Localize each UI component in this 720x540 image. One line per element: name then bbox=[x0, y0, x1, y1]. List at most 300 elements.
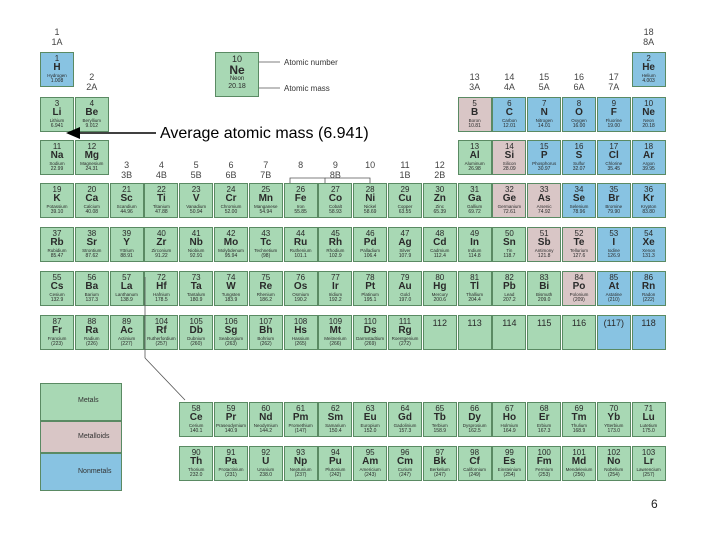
element-cell bbox=[632, 271, 666, 306]
element-symbol: Ho bbox=[502, 412, 517, 423]
atomic-mass: (256) bbox=[573, 472, 585, 478]
atomic-mass: 167.3 bbox=[537, 428, 551, 434]
element-symbol: At bbox=[608, 281, 620, 292]
element-cell bbox=[388, 227, 422, 262]
element-symbol: Ir bbox=[332, 281, 339, 292]
element-cell bbox=[388, 271, 422, 306]
element-symbol: Cl bbox=[608, 150, 619, 161]
group-label-12 bbox=[423, 160, 457, 180]
element-name: Oxygen bbox=[571, 118, 587, 123]
element-cell bbox=[214, 183, 248, 218]
group-alt-label: 8B bbox=[329, 170, 341, 180]
element-symbol: Br bbox=[608, 193, 620, 204]
element-symbol: Y bbox=[123, 237, 130, 248]
group-number: 14 bbox=[504, 72, 515, 82]
atomic-number: 55 bbox=[52, 273, 62, 282]
element-cell bbox=[214, 446, 248, 481]
atomic-mass: 39.10 bbox=[50, 209, 64, 215]
atomic-number: 38 bbox=[87, 229, 97, 238]
element-cell bbox=[527, 271, 561, 306]
group-label-16 bbox=[562, 72, 596, 92]
atomic-number: 88 bbox=[87, 317, 97, 326]
element-symbol: Ra bbox=[85, 325, 99, 336]
element-symbol: Er bbox=[538, 412, 550, 423]
element-cell bbox=[562, 183, 596, 218]
element-symbol: Cd bbox=[433, 237, 447, 248]
element-cell bbox=[353, 227, 387, 262]
element-cell bbox=[284, 271, 318, 306]
atomic-mass: (247) bbox=[399, 472, 411, 478]
atomic-number: 45 bbox=[330, 229, 340, 238]
element-symbol: No bbox=[607, 456, 621, 467]
element-symbol: Re bbox=[259, 281, 273, 292]
atomic-number: 32 bbox=[504, 185, 514, 194]
atomic-number: 99 bbox=[504, 448, 514, 457]
element-cell bbox=[632, 446, 666, 481]
atomic-number: 103 bbox=[641, 448, 656, 457]
atomic-number: 25 bbox=[261, 185, 271, 194]
element-symbol: Gd bbox=[398, 412, 412, 423]
atomic-mass: 152.0 bbox=[363, 428, 377, 434]
group-label-18 bbox=[632, 27, 666, 47]
element-name: Platinum bbox=[361, 292, 379, 297]
atomic-number: 10 bbox=[644, 99, 654, 108]
element-symbol: Yb bbox=[607, 412, 621, 423]
atomic-mass: 114.8 bbox=[468, 253, 481, 259]
element-cell bbox=[318, 402, 352, 437]
element-name: Palladium bbox=[360, 248, 381, 253]
atomic-number: 79 bbox=[400, 273, 410, 282]
group-alt-label: 4B bbox=[155, 170, 167, 180]
element-symbol: Tl bbox=[470, 281, 480, 292]
group-number: 2 bbox=[89, 72, 95, 82]
element-symbol: Co bbox=[328, 193, 343, 204]
atomic-mass: 10.81 bbox=[468, 123, 481, 129]
element-symbol: Zn bbox=[433, 193, 446, 204]
element-name: Americium bbox=[359, 467, 381, 472]
element-symbol: Rb bbox=[50, 237, 64, 248]
group-number: 1 bbox=[54, 27, 60, 37]
atomic-number: 4 bbox=[89, 99, 95, 108]
atomic-number: 101 bbox=[572, 448, 586, 457]
atomic-number: 82 bbox=[504, 273, 514, 282]
atomic-number: 46 bbox=[365, 229, 375, 238]
atomic-number: 77 bbox=[330, 273, 340, 282]
atomic-number: 12 bbox=[87, 142, 97, 151]
legend-metalloids-label: Metalloids bbox=[78, 433, 110, 440]
element-name: Mercury bbox=[431, 292, 448, 297]
atomic-number: 111 bbox=[398, 317, 412, 326]
element-cell bbox=[40, 97, 74, 132]
element-symbol: Be bbox=[85, 107, 99, 118]
element-name: Sulfur bbox=[573, 161, 585, 166]
atomic-number: 60 bbox=[261, 404, 271, 413]
element-symbol: Ca bbox=[85, 193, 99, 204]
element-name: Darmstadtium bbox=[356, 336, 385, 341]
element-cell bbox=[110, 227, 144, 262]
element-cell bbox=[527, 315, 561, 350]
atomic-number: 59 bbox=[226, 404, 236, 413]
group-number: 12 bbox=[434, 160, 445, 170]
element-symbol: Np bbox=[293, 456, 308, 467]
element-symbol: Ta bbox=[190, 281, 202, 292]
atomic-number: 24 bbox=[226, 185, 236, 194]
atomic-mass: 107.9 bbox=[398, 253, 412, 259]
element-name: Holmium bbox=[500, 423, 519, 428]
atomic-mass: 58.69 bbox=[363, 209, 377, 215]
element-name: Zirconium bbox=[151, 248, 172, 253]
element-symbol: In bbox=[470, 237, 480, 248]
element-symbol: Mt bbox=[329, 325, 342, 336]
atomic-mass: (260) bbox=[190, 341, 203, 347]
group-label-15 bbox=[527, 72, 561, 92]
group-alt-label: 1B bbox=[399, 170, 411, 180]
element-symbol: K bbox=[53, 193, 61, 204]
element-cell bbox=[214, 271, 248, 306]
element-cell bbox=[597, 97, 631, 132]
element-symbol: Mo bbox=[223, 237, 239, 248]
atomic-number: 8 bbox=[576, 99, 582, 108]
element-cell bbox=[40, 271, 74, 306]
atomic-mass: 238.0 bbox=[259, 472, 273, 478]
atomic-mass: (257) bbox=[642, 472, 655, 478]
element-name: Nickel bbox=[364, 204, 377, 209]
element-cell bbox=[249, 315, 283, 350]
element-symbol: U bbox=[262, 456, 270, 467]
atomic-number: 50 bbox=[504, 229, 514, 238]
atomic-mass: 58.93 bbox=[329, 209, 342, 215]
atomic-number: 58 bbox=[191, 404, 201, 413]
atomic-number: 15 bbox=[539, 142, 549, 151]
atomic-number: 105 bbox=[189, 317, 203, 326]
group-label-17 bbox=[597, 72, 631, 92]
atomic-mass: (266) bbox=[329, 341, 342, 347]
atomic-mass: 92.91 bbox=[189, 253, 203, 259]
element-cell bbox=[75, 97, 109, 132]
element-cell bbox=[75, 227, 109, 262]
atomic-mass: 209.0 bbox=[537, 297, 551, 303]
element-name: Thulium bbox=[570, 423, 587, 428]
atomic-mass: 55.85 bbox=[294, 209, 307, 215]
element-cell bbox=[458, 271, 492, 306]
element-cell bbox=[75, 271, 109, 306]
element-cell bbox=[562, 97, 596, 132]
element-name: Yttrium bbox=[119, 248, 134, 253]
group-alt-label: 7B bbox=[260, 170, 272, 180]
atomic-mass: (265) bbox=[294, 341, 307, 347]
atomic-mass: (242) bbox=[329, 472, 342, 478]
atomic-mass: 132.9 bbox=[50, 297, 64, 303]
element-name: Francium bbox=[47, 336, 67, 341]
element-name: Terbium bbox=[431, 423, 448, 428]
element-symbol: Ac bbox=[120, 325, 133, 336]
atomic-number: 13 bbox=[470, 142, 480, 151]
element-symbol: Hg bbox=[433, 281, 447, 292]
element-name: Hassium bbox=[291, 336, 310, 341]
group-label-14 bbox=[492, 72, 526, 92]
element-symbol: V bbox=[192, 193, 200, 204]
group-number: 15 bbox=[539, 72, 550, 82]
group-alt-label: 2B bbox=[434, 170, 446, 180]
atomic-mass: 87.62 bbox=[85, 253, 99, 259]
element-symbol: Pd bbox=[363, 237, 377, 248]
element-cell bbox=[40, 183, 74, 218]
element-cell bbox=[458, 402, 492, 437]
element-symbol: Cu bbox=[398, 193, 412, 204]
key-symbol: Ne bbox=[229, 63, 245, 77]
atomic-number: 83 bbox=[539, 273, 549, 282]
element-cell bbox=[249, 446, 283, 481]
element-name: Actinium bbox=[117, 336, 136, 341]
atomic-mass: 12.01 bbox=[503, 123, 516, 129]
atomic-number: 109 bbox=[328, 317, 343, 326]
element-symbol: Fr bbox=[52, 325, 62, 336]
element-symbol: Ne bbox=[642, 107, 655, 118]
atomic-number: 1 bbox=[54, 54, 60, 63]
atomic-number: 102 bbox=[607, 448, 621, 457]
element-name: Phosphorus bbox=[532, 161, 557, 166]
atomic-number: 69 bbox=[574, 404, 584, 413]
group-alt-label: 5B bbox=[190, 170, 202, 180]
atomic-mass: 168.9 bbox=[572, 428, 586, 434]
element-cell bbox=[40, 227, 74, 262]
element-cell bbox=[562, 227, 596, 262]
atomic-mass: 118.7 bbox=[503, 253, 516, 259]
element-cell bbox=[318, 183, 352, 218]
element-name: Meitnerium bbox=[324, 336, 347, 341]
element-cell bbox=[40, 52, 74, 87]
element-cell bbox=[388, 315, 422, 350]
atomic-mass: 138.9 bbox=[120, 297, 133, 303]
element-symbol: Zr bbox=[156, 237, 167, 248]
atomic-number: 54 bbox=[644, 229, 654, 238]
element-symbol: Kr bbox=[643, 193, 655, 204]
element-name: Lead bbox=[504, 292, 515, 297]
atomic-number: 16 bbox=[574, 142, 584, 151]
element-name: Osmium bbox=[292, 292, 309, 297]
element-symbol: Lu bbox=[642, 412, 655, 423]
element-cell bbox=[40, 140, 74, 175]
atomic-number: 44 bbox=[296, 229, 306, 238]
atomic-number: 9 bbox=[611, 99, 617, 108]
element-name: Titanium bbox=[152, 204, 170, 209]
atomic-mass: 186.2 bbox=[259, 297, 273, 303]
atomic-number: 97 bbox=[435, 448, 445, 457]
element-name: Cobalt bbox=[328, 204, 342, 209]
atomic-number: 35 bbox=[609, 185, 619, 194]
atomic-number: 86 bbox=[644, 273, 654, 282]
element-name: Fermium bbox=[535, 467, 554, 472]
element-name: Selenium bbox=[569, 204, 589, 209]
atomic-number: 27 bbox=[330, 185, 340, 194]
atomic-number: 5 bbox=[472, 99, 477, 108]
element-cell bbox=[179, 183, 213, 218]
atomic-number: 75 bbox=[261, 273, 271, 282]
atomic-number: 62 bbox=[330, 404, 340, 413]
atomic-number: 48 bbox=[435, 229, 445, 238]
element-name: Thallium bbox=[466, 292, 484, 297]
group-label-1 bbox=[40, 27, 74, 47]
element-name: Helium bbox=[641, 73, 656, 78]
element-symbol: Es bbox=[503, 456, 516, 467]
atomic-mass: (272) bbox=[399, 341, 411, 347]
element-name: Polonium bbox=[569, 292, 589, 297]
element-cell bbox=[597, 183, 631, 218]
group-alt-label: 3A bbox=[469, 82, 481, 92]
atomic-number: 74 bbox=[226, 273, 236, 282]
element-name: Neodymium bbox=[253, 423, 278, 428]
element-symbol: Te bbox=[573, 237, 585, 248]
element-symbol: Am bbox=[362, 456, 379, 467]
element-symbol: Pa bbox=[224, 456, 238, 467]
element-cell bbox=[632, 402, 666, 437]
element-name: Gold bbox=[400, 292, 410, 297]
element-cell bbox=[562, 315, 596, 350]
atomic-number-label: Atomic number bbox=[284, 58, 338, 67]
element-cell bbox=[423, 315, 457, 350]
group-label-11 bbox=[388, 160, 422, 180]
atomic-mass: (222) bbox=[642, 297, 655, 303]
atomic-number: 17 bbox=[609, 142, 619, 151]
element-name: Carbon bbox=[502, 118, 517, 123]
element-cell bbox=[492, 315, 526, 350]
element-name: Xenon bbox=[642, 248, 656, 253]
atomic-mass: 204.4 bbox=[468, 297, 481, 303]
element-cell bbox=[214, 315, 248, 350]
element-symbol: C bbox=[505, 107, 513, 118]
atomic-number: 7 bbox=[541, 99, 547, 108]
element-cell bbox=[318, 271, 352, 306]
element-name: Technetium bbox=[254, 248, 278, 253]
atomic-number: 72 bbox=[156, 273, 166, 282]
element-symbol: Xe bbox=[642, 237, 655, 248]
atomic-mass: 1.008 bbox=[50, 78, 64, 84]
atomic-number: 116 bbox=[571, 318, 587, 328]
atomic-number: 92 bbox=[261, 448, 271, 457]
atomic-mass: 192.2 bbox=[329, 297, 342, 303]
element-name: Cesium bbox=[49, 292, 65, 297]
element-symbol: Cr bbox=[225, 193, 237, 204]
element-symbol: As bbox=[537, 193, 551, 204]
atomic-mass: 35.45 bbox=[607, 166, 621, 172]
element-cell bbox=[249, 271, 283, 306]
atomic-number: 98 bbox=[470, 448, 480, 457]
element-name: Rhenium bbox=[256, 292, 275, 297]
element-cell bbox=[492, 183, 526, 218]
element-name: Molybdenum bbox=[218, 248, 244, 253]
atomic-mass: 127.6 bbox=[572, 253, 586, 259]
element-symbol: P bbox=[540, 150, 548, 161]
element-cell bbox=[632, 227, 666, 262]
atomic-mass: 30.97 bbox=[537, 166, 551, 172]
element-cell bbox=[458, 315, 492, 350]
atomic-mass: (227) bbox=[120, 341, 133, 347]
atomic-mass: 200.6 bbox=[433, 297, 447, 303]
key-mass: 20.18 bbox=[228, 83, 246, 90]
element-symbol: Ar bbox=[643, 150, 655, 161]
atomic-number: 20 bbox=[87, 185, 97, 194]
element-symbol: Pt bbox=[365, 281, 376, 292]
atomic-mass: (209) bbox=[573, 297, 585, 303]
atomic-mass: (262) bbox=[259, 341, 272, 347]
atomic-mass: 14.01 bbox=[537, 123, 551, 129]
element-cell bbox=[423, 227, 457, 262]
group-label-4 bbox=[144, 160, 178, 180]
atomic-number: 114 bbox=[502, 318, 517, 328]
element-cell bbox=[597, 315, 631, 350]
element-name: Lawrencium bbox=[636, 467, 661, 472]
element-symbol: Sm bbox=[327, 412, 344, 423]
element-symbol: Ds bbox=[363, 325, 377, 336]
element-symbol: Bi bbox=[539, 281, 550, 292]
element-name: Hafnium bbox=[153, 292, 170, 297]
atomic-mass: (223) bbox=[51, 341, 63, 347]
element-symbol: Po bbox=[572, 281, 586, 292]
atomic-number: 14 bbox=[504, 142, 514, 151]
atomic-number: 90 bbox=[191, 448, 201, 457]
element-name: Silver bbox=[399, 248, 411, 253]
group-alt-label: 2A bbox=[86, 82, 98, 92]
atomic-mass: 175.0 bbox=[642, 428, 655, 434]
element-name: Argon bbox=[642, 161, 655, 166]
element-cell bbox=[527, 183, 561, 218]
element-name: Uranium bbox=[257, 467, 275, 472]
atomic-number: 70 bbox=[609, 404, 619, 413]
element-cell bbox=[527, 227, 561, 262]
atomic-number: 118 bbox=[641, 318, 656, 328]
element-symbol: Hs bbox=[294, 325, 307, 336]
atomic-mass: 22.99 bbox=[50, 166, 64, 172]
group-label-2 bbox=[75, 72, 109, 92]
element-name: Bromine bbox=[605, 204, 623, 209]
atomic-number: 3 bbox=[54, 99, 60, 108]
atomic-number: 67 bbox=[504, 404, 514, 413]
atomic-number: 36 bbox=[644, 185, 654, 194]
group-alt-label: 3B bbox=[121, 170, 133, 180]
atomic-mass: 112.4 bbox=[433, 253, 446, 259]
element-name: Lanthanum bbox=[115, 292, 138, 297]
group-alt-label: 4A bbox=[503, 82, 515, 92]
group-label-13 bbox=[458, 72, 492, 92]
atomic-mass: (147) bbox=[294, 428, 307, 434]
key-atomic-number: 10 bbox=[231, 54, 242, 64]
element-cell bbox=[353, 315, 387, 350]
atomic-number: 93 bbox=[296, 448, 306, 457]
element-cell bbox=[562, 140, 596, 175]
element-cell bbox=[527, 446, 561, 481]
element-symbol: Lr bbox=[643, 456, 654, 467]
element-name: Californium bbox=[463, 467, 486, 472]
group-number: 4 bbox=[158, 160, 164, 170]
element-symbol: Nd bbox=[259, 412, 273, 423]
element-cell bbox=[423, 183, 457, 218]
group-label-8 bbox=[284, 160, 318, 170]
atomic-number: 49 bbox=[470, 229, 480, 238]
atomic-number: 63 bbox=[365, 404, 375, 413]
element-symbol: Tc bbox=[260, 237, 272, 248]
atomic-mass: 140.9 bbox=[224, 428, 238, 434]
atomic-mass: 180.9 bbox=[189, 297, 203, 303]
atomic-mass: 164.9 bbox=[503, 428, 516, 434]
element-cell bbox=[597, 140, 631, 175]
element-cell bbox=[353, 402, 387, 437]
element-symbol: Mn bbox=[258, 193, 274, 204]
element-symbol: Sr bbox=[86, 237, 98, 248]
atomic-number: 65 bbox=[435, 404, 445, 413]
element-symbol: Fe bbox=[294, 193, 307, 204]
element-name: Astatine bbox=[605, 292, 622, 297]
group-alt-label: 8A bbox=[643, 37, 655, 47]
